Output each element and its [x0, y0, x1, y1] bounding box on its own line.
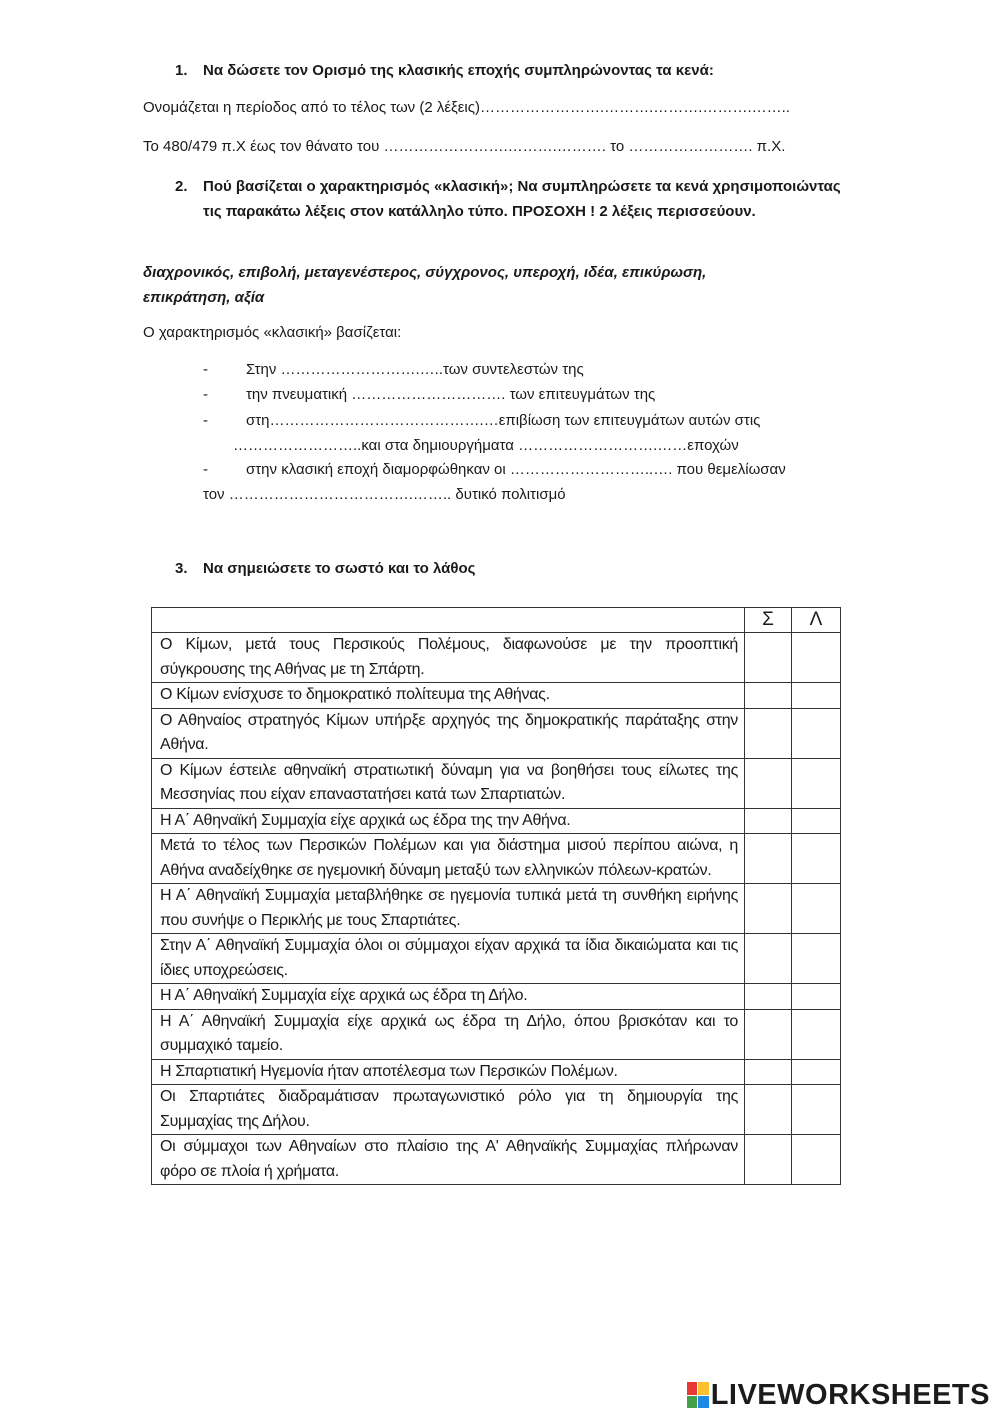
true-checkbox-cell[interactable]	[745, 934, 792, 984]
bullet-dash: -	[203, 461, 208, 478]
statement-cell: Η Α΄ Αθηναϊκή Συμμαχία είχε αρχικά ως έδρα τη Δήλο, όπου βρισκόταν και το συμμαχικό ταμείο.	[152, 1009, 745, 1059]
header-true: Σ	[745, 608, 792, 633]
statement-cell: Στην Α΄ Αθηναϊκή Συμμαχία όλοι οι σύμμαχοι είχαν αρχικά τα ίδια δικαιώματα και τις ίδιες υποχρεώσεις.	[152, 934, 745, 984]
bullet-item-3-continued[interactable]: ……………………..και στα δημιουργήματα ……………………….……εποχών	[233, 437, 739, 454]
false-checkbox-cell[interactable]	[792, 758, 841, 808]
table-row	[152, 984, 841, 1010]
logo-text: LIVEWORKSHEETS	[710, 1378, 990, 1411]
false-checkbox-cell[interactable]	[792, 934, 841, 984]
statement-cell: Οι σύμμαχοι των Αθηναίων στο πλαίσιο της Α' Αθηναϊκής Συμμαχίας πλήρωναν φόρο σε πλοία ή χρήματα.	[152, 1135, 745, 1185]
table-row	[152, 633, 841, 683]
statement-cell: Οι Σπαρτιάτες διαδραμάτισαν πρωταγωνιστικό ρόλο για τη δημιουργία της Συμμαχίας της Δήλου.	[152, 1085, 745, 1135]
header-false: Λ	[792, 608, 841, 633]
false-checkbox-cell[interactable]	[792, 683, 841, 709]
true-checkbox-cell[interactable]	[745, 984, 792, 1010]
bullet-text: Στην ……………………….…..των συντελεστών της	[246, 361, 584, 378]
true-checkbox-cell[interactable]	[745, 1135, 792, 1185]
true-false-table	[151, 607, 841, 1185]
table-row	[152, 884, 841, 934]
question-3-heading	[175, 556, 475, 581]
false-checkbox-cell[interactable]	[792, 1135, 841, 1185]
bullet-dash: -	[203, 361, 208, 378]
question-2-title: Πού βασίζεται ο χαρακτηρισμός «κλασική»; Να συμπληρώσετε τα κενά χρησιμοποιώντας τις παρακάτω λέξεις στον κατάλληλο τύπο. ΠΡΟΣΟΧΗ ! 2 λέξεις περισσεύουν.	[203, 178, 841, 220]
table-row	[152, 1059, 841, 1085]
true-checkbox-cell[interactable]	[745, 708, 792, 758]
table-row	[152, 758, 841, 808]
table-row	[152, 808, 841, 834]
statement-cell: Η Σπαρτιατική Ηγεμονία ήταν αποτέλεσμα των Περσικών Πολέμων.	[152, 1059, 745, 1085]
table-row	[152, 934, 841, 984]
true-checkbox-cell[interactable]	[745, 1085, 792, 1135]
liveworksheets-logo[interactable]	[687, 1380, 990, 1410]
word-bank: διαχρονικός, επιβολή, μεταγενέστερος, σύγχρονος, υπεροχή, ιδέα, επικύρωση, επικράτηση, αξία	[143, 264, 707, 306]
bullet-text: στη…………………………………….…επιβίωση των επιτευγμάτων αυτών στις	[246, 412, 761, 429]
bullet-item-2[interactable]	[203, 382, 656, 407]
statement-cell: Ο Αθηναίος στρατηγός Κίμων υπήρξε αρχηγός της δημοκρατικής παράταξης στην Αθήνα.	[152, 708, 745, 758]
statement-cell: Ο Κίμων έστειλε αθηναϊκή στρατιωτική δύναμη για να βοηθήσει τους είλωτες της Μεσσηνίας που είχαν επαναστατήσει κατά των Σπαρτιατών.	[152, 758, 745, 808]
question-2-intro: Ο χαρακτηρισμός «κλασική» βασίζεται:	[143, 324, 402, 341]
false-checkbox-cell[interactable]	[792, 984, 841, 1010]
bullet-item-4-continued[interactable]: τον ……………………………….…….. δυτικό πολιτισμό	[203, 486, 566, 503]
question-1-heading	[175, 58, 714, 83]
false-checkbox-cell[interactable]	[792, 1009, 841, 1059]
table-row	[152, 708, 841, 758]
question-1-number: 1.	[175, 62, 188, 79]
table-row	[152, 1135, 841, 1185]
false-checkbox-cell[interactable]	[792, 708, 841, 758]
bullet-text: την πνευματική …………………………. των επιτευγμάτων της	[246, 386, 656, 403]
bullet-item-3[interactable]	[203, 408, 761, 433]
true-checkbox-cell[interactable]	[745, 1059, 792, 1085]
statement-cell: Η Α΄ Αθηναϊκή Συμμαχία είχε αρχικά ως έδρα της την Αθήνα.	[152, 808, 745, 834]
question-1-line-1[interactable]: Ονομάζεται η περίοδος από το τέλος των (2 λέξεις)…………………….……….……….……….……..	[143, 99, 790, 116]
table-header-row	[152, 608, 841, 633]
false-checkbox-cell[interactable]	[792, 633, 841, 683]
table-row	[152, 683, 841, 709]
question-3-title: Να σημειώσετε το σωστό και το λάθος	[203, 560, 476, 577]
true-checkbox-cell[interactable]	[745, 808, 792, 834]
false-checkbox-cell[interactable]	[792, 808, 841, 834]
statement-cell: Ο Κίμων, μετά τους Περσικούς Πολέμους, διαφωνούσε με την προοπτική σύγκρουσης της Αθήνας με τη Σπάρτη.	[152, 633, 745, 683]
statement-cell: Μετά το τέλος των Περσικών Πολέμων και για διάστημα μισού περίπου αιώνα, η Αθήνα αναδείχθηκε σε ηγεμονική δύναμη μεταξύ των ελληνικών πόλεων-κρατών.	[152, 834, 745, 884]
false-checkbox-cell[interactable]	[792, 1085, 841, 1135]
statement-cell: Ο Κίμων ενίσχυσε το δημοκρατικό πολίτευμα της Αθήνας.	[152, 683, 745, 709]
bullet-dash: -	[203, 386, 208, 403]
liveworksheets-logo-icon	[687, 1382, 709, 1408]
table-row	[152, 1009, 841, 1059]
true-checkbox-cell[interactable]	[745, 1009, 792, 1059]
true-checkbox-cell[interactable]	[745, 683, 792, 709]
true-checkbox-cell[interactable]	[745, 884, 792, 934]
question-2-number: 2.	[175, 178, 188, 195]
table-row	[152, 1085, 841, 1135]
question-3-number: 3.	[175, 560, 188, 577]
table-row	[152, 834, 841, 884]
header-blank	[152, 608, 745, 633]
statement-cell: Η Α΄ Αθηναϊκή Συμμαχία μεταβλήθηκε σε ηγεμονία τυπικά μετά τη συνθήκη ειρήνης που συνήψε ο Περικλής με τους Σπαρτιάτες.	[152, 884, 745, 934]
false-checkbox-cell[interactable]	[792, 1059, 841, 1085]
bullet-dash: -	[203, 412, 208, 429]
question-1-line-2[interactable]: Το 480/479 π.Χ έως τον θάνατο του …………………….……….………. το ……………………. π.Χ.	[143, 138, 786, 155]
question-1-title: Να δώσετε τον Ορισμό της κλασικής εποχής συμπληρώνοντας τα κενά:	[203, 62, 714, 79]
bullet-item-4[interactable]	[203, 457, 786, 482]
true-checkbox-cell[interactable]	[745, 834, 792, 884]
true-checkbox-cell[interactable]	[745, 758, 792, 808]
bullet-item-1[interactable]	[203, 357, 584, 382]
statement-cell: Η Α΄ Αθηναϊκή Συμμαχία είχε αρχικά ως έδρα τη Δήλο.	[152, 984, 745, 1010]
false-checkbox-cell[interactable]	[792, 884, 841, 934]
true-checkbox-cell[interactable]	[745, 633, 792, 683]
bullet-text: στην κλασική εποχή διαμορφώθηκαν οι ………………………..…. που θεμελίωσαν	[246, 461, 786, 478]
false-checkbox-cell[interactable]	[792, 834, 841, 884]
